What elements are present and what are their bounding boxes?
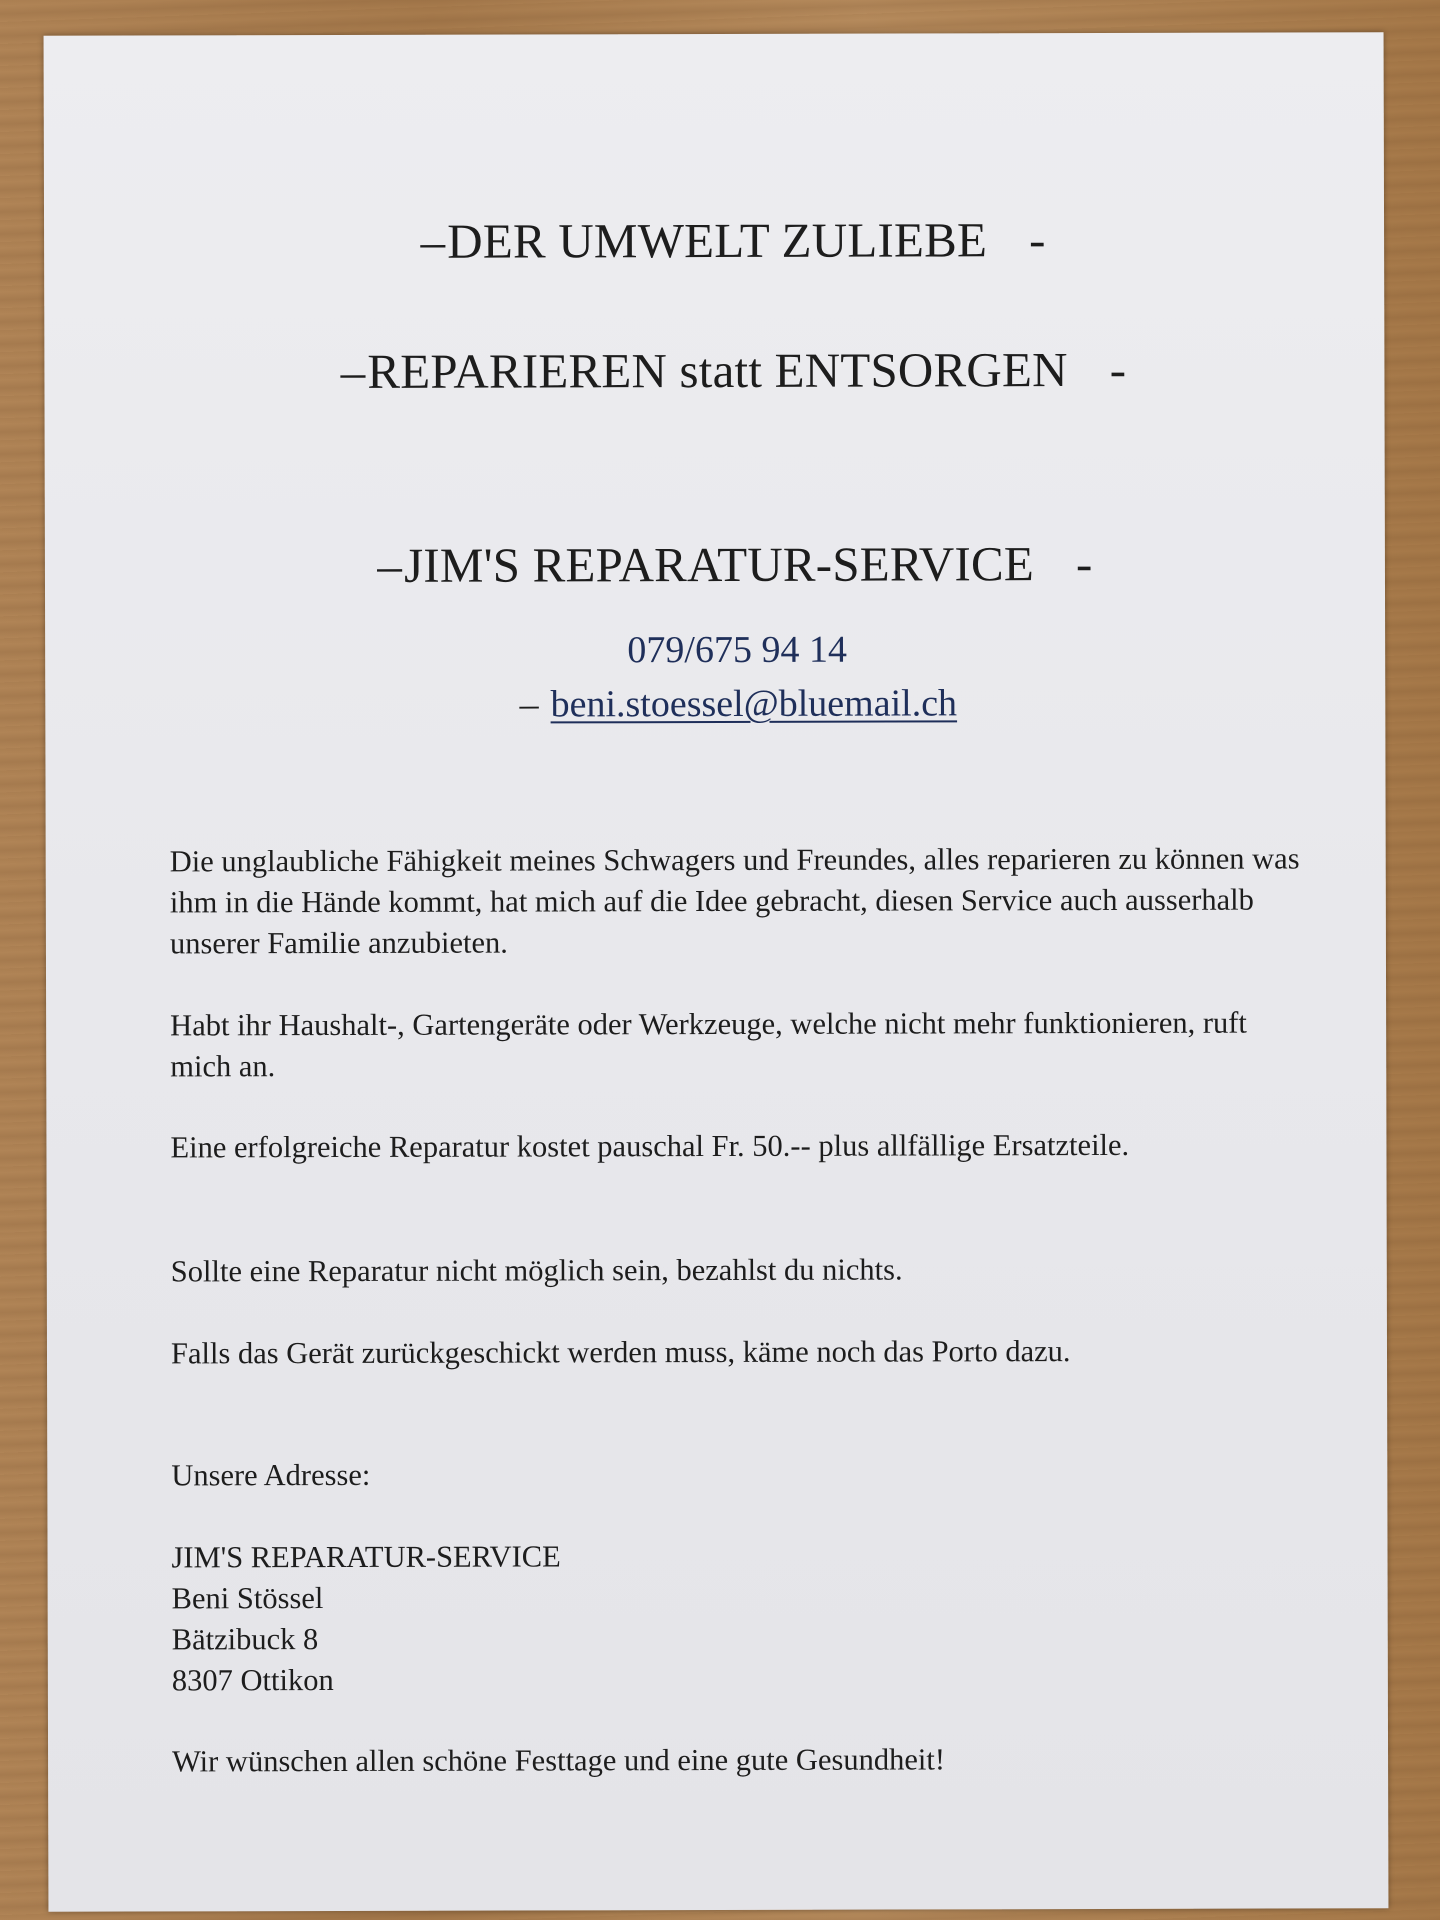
address-name: Beni Stössel	[171, 1581, 324, 1616]
dash: –	[340, 343, 366, 399]
dash: -	[1029, 212, 1046, 268]
heading-service-name	[85, 534, 1385, 594]
heading-text: JIM'S REPARATUR-SERVICE	[404, 536, 1035, 593]
dash: -	[1109, 341, 1127, 397]
address-city: 8307 Ottikon	[171, 1663, 334, 1698]
paragraph-price: Eine erfolgreiche Reparatur kostet pauschal Fr. 50.-- plus allfällige Ersatzteile.	[170, 1127, 1130, 1165]
paragraph-devices: Habt ihr Haushalt-, Gartengeräte oder Werkzeuge, welche nicht mehr funktionieren, ruft mich an.	[170, 1005, 1247, 1084]
paragraph-intro: Die unglaubliche Fähigkeit meines Schwagers und Freundes, alles reparieren zu können was ihm in die Hände kommt, hat mich auf die Idee gebracht, diesen Service auch ausserhalb unserer Familie anzubieten.	[169, 841, 1300, 961]
dash: –	[420, 213, 446, 269]
dash: –	[377, 537, 403, 593]
address-street: Bätzibuck 8	[171, 1622, 319, 1657]
dash: -	[1075, 536, 1093, 592]
address-block	[171, 1534, 1311, 1701]
heading-text: REPARIEREN statt ENTSORGEN	[367, 342, 1068, 399]
address-label: Unsere Adresse:	[171, 1457, 371, 1493]
address-company: JIM'S REPARATUR-SERVICE	[171, 1539, 561, 1575]
closing-greeting: Wir wünschen allen schöne Festtage und eine gute Gesundheit!	[172, 1742, 946, 1779]
dash: –	[519, 683, 539, 726]
phone-number: 079/675 94 14	[627, 628, 847, 672]
paragraph-no-charge: Sollte eine Reparatur nicht möglich sein, bezahlst du nichts.	[170, 1252, 903, 1289]
heading-environment	[82, 210, 1384, 270]
paragraph-postage: Falls das Gerät zurückgeschickt werden muss, käme noch das Porto dazu.	[170, 1334, 1071, 1371]
flyer-sheet	[44, 32, 1389, 1912]
heading-text: DER UMWELT ZULIEBE	[447, 212, 988, 269]
heading-repair-slogan	[82, 340, 1384, 400]
email-line	[91, 680, 1385, 727]
email-link[interactable]: beni.stoessel@bluemail.ch	[550, 682, 958, 726]
